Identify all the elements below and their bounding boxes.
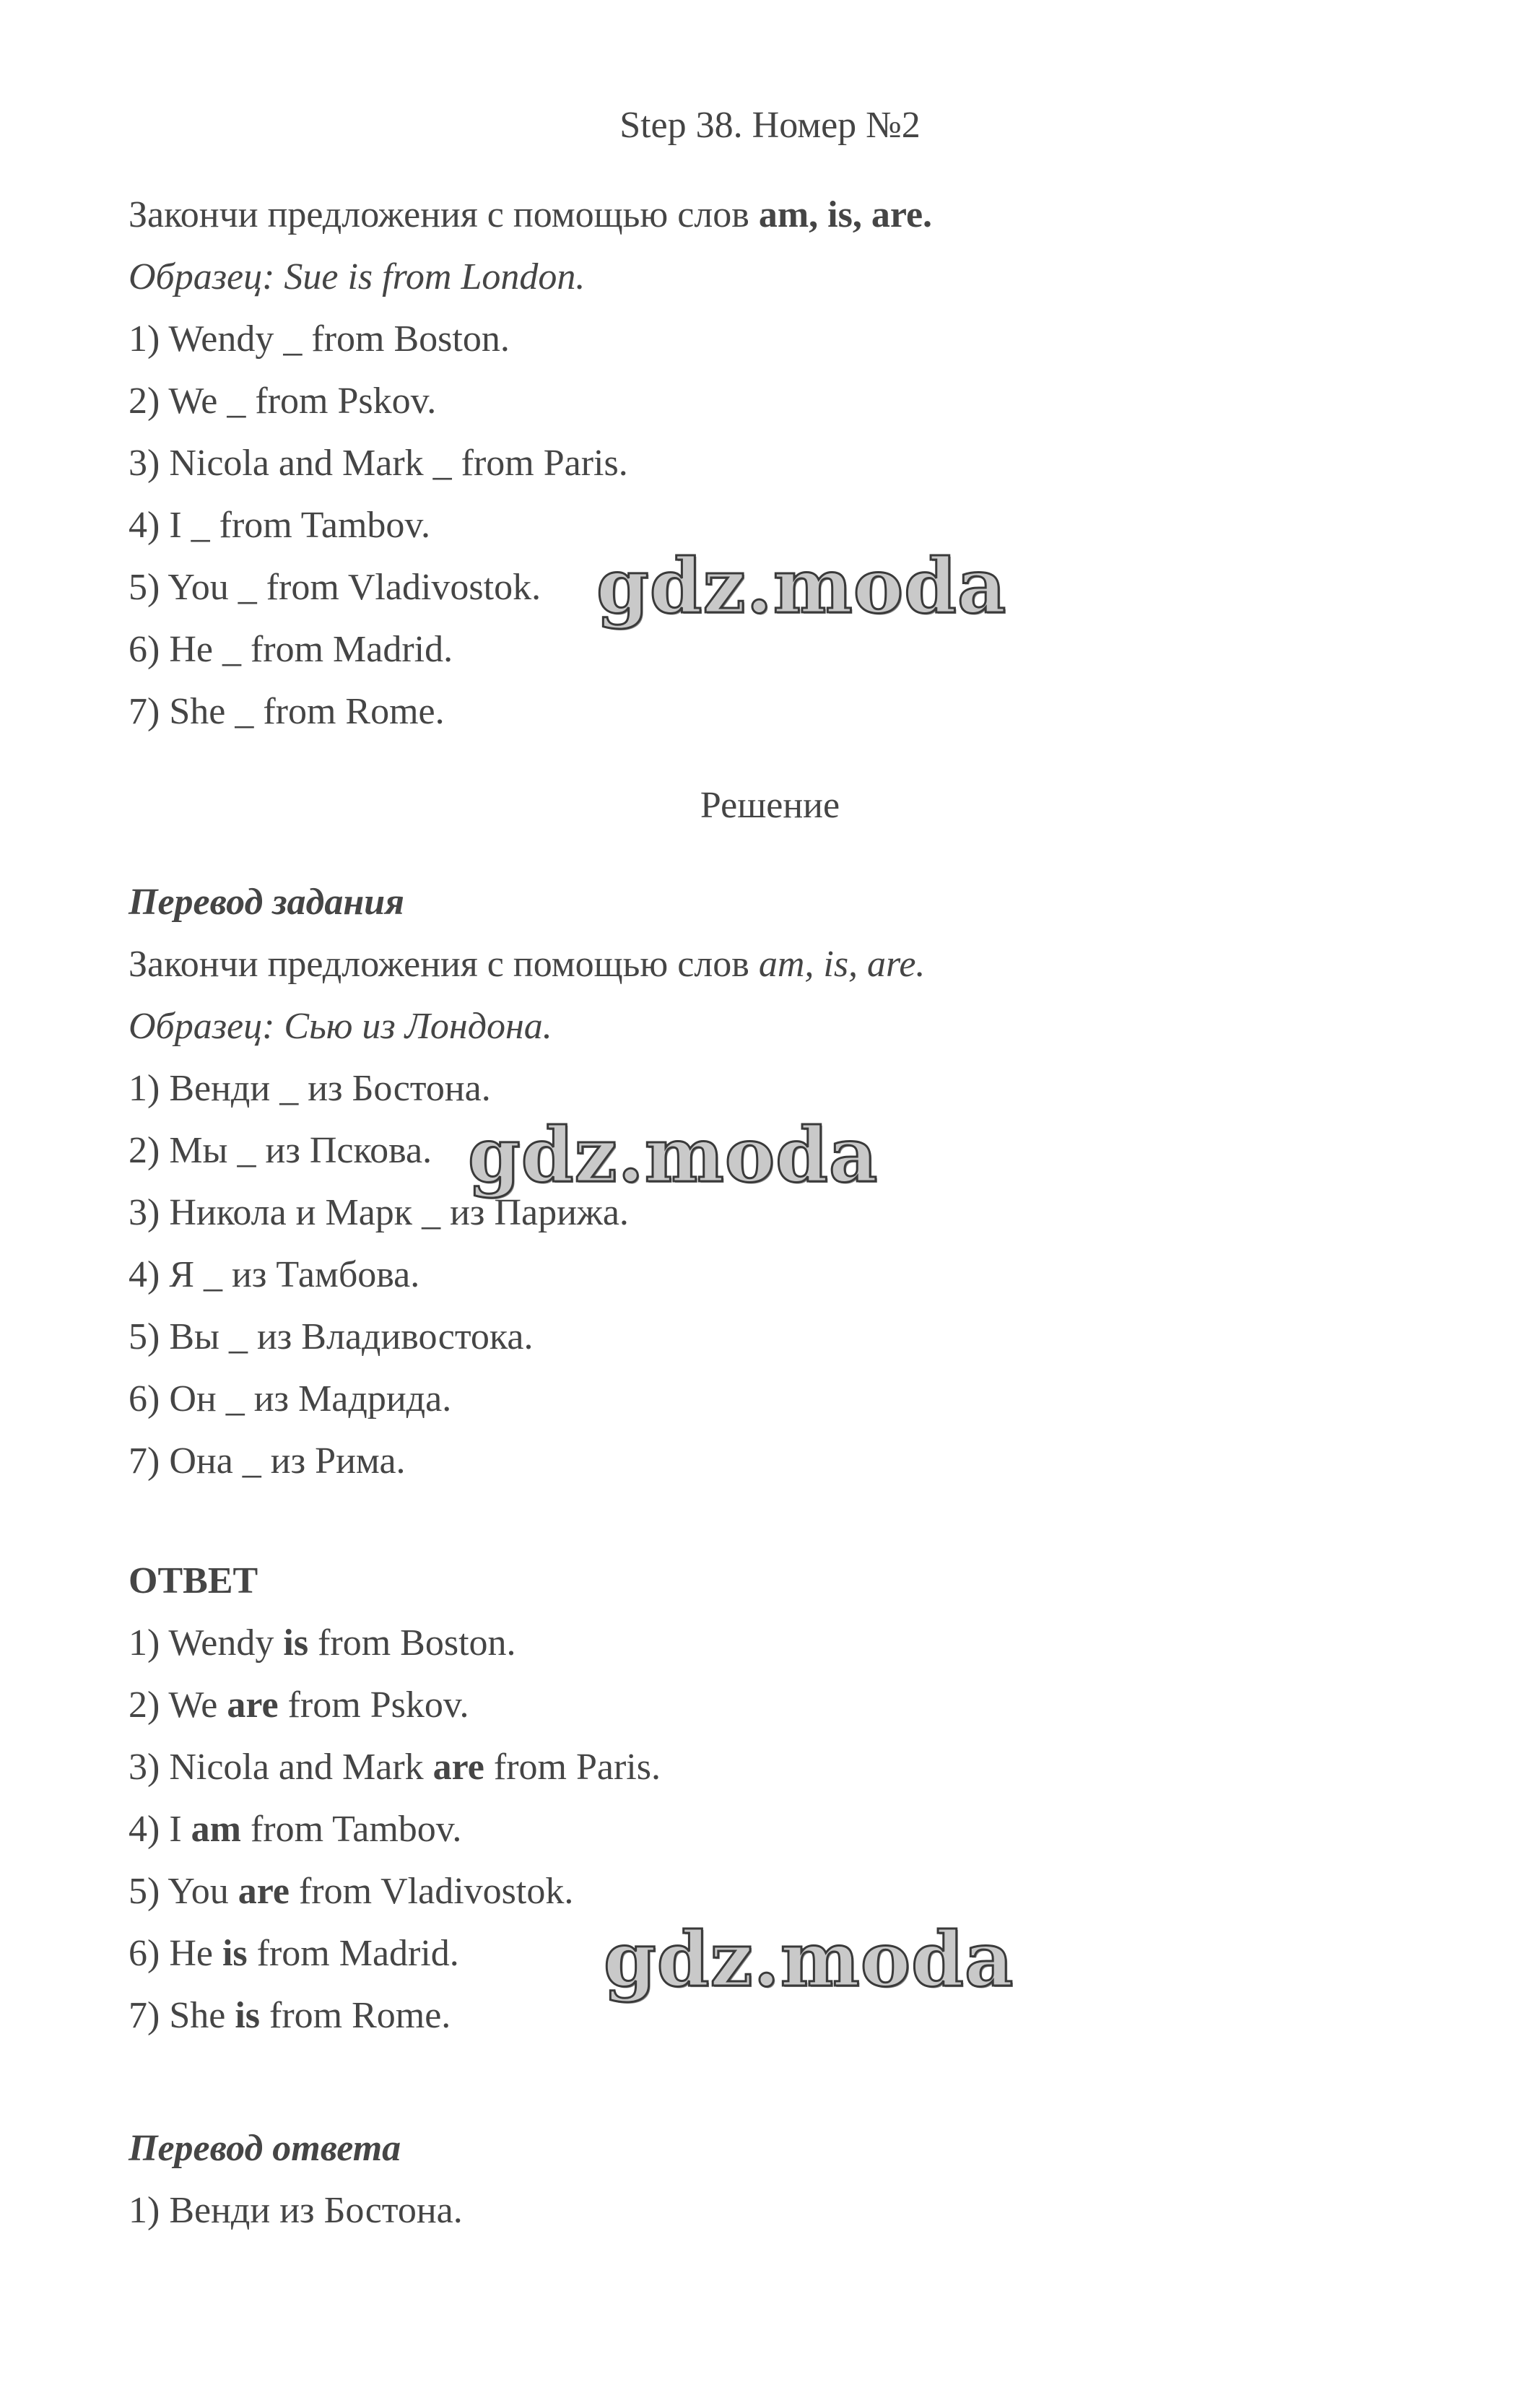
watermark-logo: gdz.moda bbox=[604, 1915, 1014, 2004]
task-item: 1) Wendy _ from Boston. bbox=[129, 318, 510, 360]
answer-item-word: are bbox=[238, 1871, 290, 1912]
answer-item-word: are bbox=[227, 1684, 279, 1726]
answer-item bbox=[129, 1993, 451, 2039]
answer-item-post: from Boston. bbox=[308, 1622, 516, 1664]
translation-instruction-words: am, is, are. bbox=[758, 944, 926, 985]
answer-item-post: from Paris. bbox=[484, 1747, 661, 1788]
answer-item bbox=[129, 1931, 459, 1977]
task-item: 6) He _ from Madrid. bbox=[129, 629, 453, 670]
answer-item-pre: 5) You bbox=[129, 1871, 238, 1912]
answer-item-pre: 7) She bbox=[129, 1995, 235, 2036]
answer-item-post: from Pskov. bbox=[278, 1684, 469, 1726]
translation-heading: Перевод задания bbox=[129, 882, 404, 923]
answer-translation-item: 1) Венди из Бостона. bbox=[129, 2190, 463, 2231]
task-item: 7) She _ from Rome. bbox=[129, 691, 445, 732]
translation-item: 3) Никола и Марк _ из Парижа. bbox=[129, 1192, 629, 1233]
task-item: 2) We _ from Pskov. bbox=[129, 381, 437, 422]
answer-item-pre: 4) I bbox=[129, 1809, 191, 1850]
answer-translation-heading: Перевод ответа bbox=[129, 2128, 401, 2169]
task-item: 4) I _ from Tambov. bbox=[129, 505, 431, 546]
answer-item-pre: 3) Nicola and Mark bbox=[129, 1747, 433, 1788]
answer-item bbox=[129, 1869, 573, 1915]
answer-item-word: is bbox=[235, 1995, 261, 2036]
translation-item: 4) Я _ из Тамбова. bbox=[129, 1254, 420, 1295]
task-instruction-words: am, is, are. bbox=[758, 194, 933, 235]
task-instruction-text: Закончи предложения с помощью слов bbox=[129, 194, 759, 235]
task-item: 5) You _ from Vladivostok. bbox=[129, 567, 541, 608]
answer-item-post: from Rome. bbox=[260, 1995, 451, 2036]
answer-item bbox=[129, 1806, 461, 1853]
translation-item: 7) Она _ из Рима. bbox=[129, 1440, 406, 1482]
task-item: 3) Nicola and Mark _ from Paris. bbox=[129, 443, 628, 484]
answer-item-word: is bbox=[283, 1622, 309, 1664]
solution-heading: Решение bbox=[700, 785, 840, 826]
translation-item: 6) Он _ из Мадрида. bbox=[129, 1378, 452, 1419]
answer-item bbox=[129, 1682, 469, 1729]
translation-item: 5) Вы _ из Владивостока. bbox=[129, 1316, 534, 1357]
task-example: Образец: Sue is from London. bbox=[129, 256, 586, 297]
translation-example: Образец: Сью из Лондона. bbox=[129, 1006, 552, 1047]
answer-item bbox=[129, 1620, 516, 1666]
task-instruction bbox=[129, 192, 932, 238]
answer-item-word: am bbox=[191, 1809, 241, 1850]
watermark-logo: gdz.moda bbox=[468, 1110, 879, 1199]
watermark-logo: gdz.moda bbox=[596, 542, 1007, 630]
answer-item-post: from Madrid. bbox=[247, 1933, 459, 1974]
answer-item-word: are bbox=[432, 1747, 484, 1788]
answer-item bbox=[129, 1744, 661, 1791]
answer-item-post: from Tambov. bbox=[240, 1809, 462, 1850]
answer-item-pre: 1) Wendy bbox=[129, 1622, 284, 1664]
answer-item-pre: 2) We bbox=[129, 1684, 227, 1726]
translation-item: 2) Мы _ из Пскова. bbox=[129, 1130, 432, 1171]
answer-item-post: from Vladivostok. bbox=[289, 1871, 574, 1912]
answer-item-pre: 6) He bbox=[129, 1933, 222, 1974]
translation-instruction bbox=[129, 942, 925, 988]
translation-instruction-text: Закончи предложения с помощью слов bbox=[129, 944, 759, 985]
answer-heading: ОТВЕТ bbox=[129, 1560, 258, 1601]
page-title: Step 38. Номер №2 bbox=[619, 105, 921, 146]
translation-item: 1) Венди _ из Бостона. bbox=[129, 1068, 491, 1109]
answer-item-word: is bbox=[222, 1933, 248, 1974]
